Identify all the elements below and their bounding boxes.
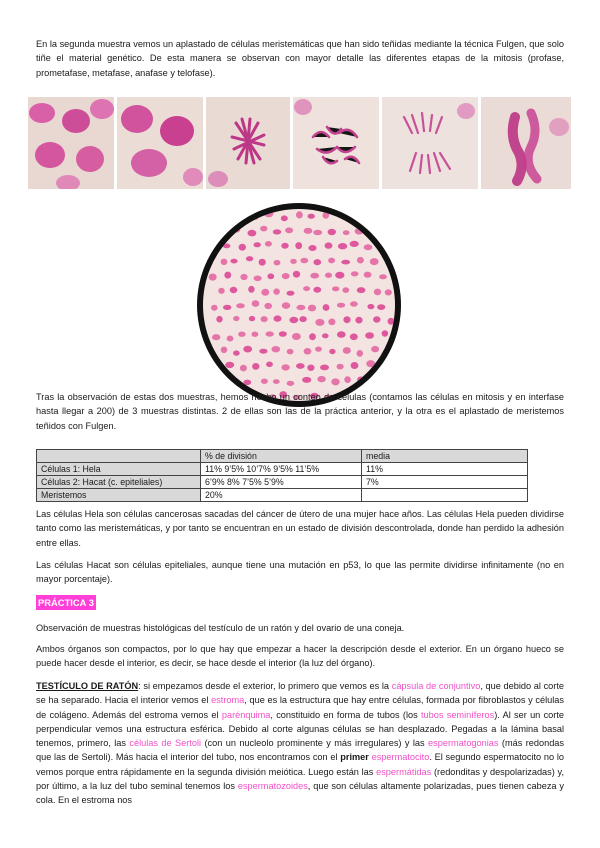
stained-cell (219, 228, 227, 233)
keyword-spermatogonia: espermatogonias (428, 738, 499, 749)
stained-cell (221, 259, 228, 265)
hela-paragraph: Las células Hela son células cancerosas sacadas del cáncer de útero de una mujer hace años. Las células Hela pueden dividirse tanto como las meristemáticas, y por tanto se encuentran en un estado de división descontrolada, donde han perdido la adhesión entre ellas. (36, 509, 564, 548)
stained-cell (364, 244, 373, 250)
keyword-spermatids: espermátidas (376, 766, 432, 777)
microscope-field-circle (196, 202, 402, 408)
stained-cell (328, 229, 336, 235)
keyword-parenchyma: parénquima (221, 709, 271, 720)
stained-cell (341, 260, 350, 265)
stained-cell (249, 316, 255, 321)
stained-cell (315, 319, 324, 326)
testis-paragraph (36, 679, 564, 808)
stained-cell (261, 316, 268, 322)
stained-cell (343, 347, 351, 354)
table-row (37, 463, 528, 476)
stained-cell (300, 258, 308, 264)
table-cell: 7% (362, 476, 528, 489)
stained-cell (310, 273, 319, 279)
stained-cell (308, 214, 315, 219)
stained-cell (363, 211, 371, 217)
stained-cell (385, 226, 392, 233)
table-cell: 20% (201, 489, 362, 502)
stained-cell (240, 365, 247, 372)
stained-cell (365, 332, 374, 339)
stained-cell (308, 245, 316, 251)
stained-cell (224, 272, 231, 279)
stained-cell (240, 274, 247, 280)
stained-cell (218, 288, 224, 294)
stained-cell (259, 259, 266, 266)
stained-cell (357, 350, 364, 357)
stained-cell (296, 305, 305, 310)
keyword-spermatozoa: espermatozoides (237, 781, 308, 792)
stained-cell (331, 378, 339, 385)
stained-cell (382, 330, 389, 336)
practice-intro: Observación de muestras histológicas del testículo de un ratón y del ovario de una coneja. (36, 623, 405, 633)
table-cell: 11% (362, 463, 528, 476)
stained-cell (252, 363, 259, 370)
stained-cell (261, 379, 268, 384)
stained-cell (265, 241, 272, 247)
stained-cell (370, 258, 379, 265)
stained-cell (352, 214, 359, 219)
mitosis-photo-4 (293, 97, 379, 189)
stained-cell (267, 273, 274, 279)
stained-cell (337, 364, 344, 370)
practice-heading: PRÁCTICA 3 (38, 597, 94, 608)
stained-cell (211, 214, 218, 219)
stained-cell (282, 302, 290, 309)
stained-cell (282, 273, 290, 279)
stained-cell (335, 272, 344, 279)
stained-cell (285, 227, 293, 233)
stained-cell (252, 332, 259, 337)
stained-cell (227, 336, 234, 342)
stained-cell (323, 304, 330, 311)
stained-cell (350, 334, 358, 341)
division-table (36, 449, 528, 502)
stained-cell (260, 226, 267, 232)
stained-cell (371, 346, 379, 352)
stained-cell (308, 305, 316, 312)
stained-cell (307, 365, 314, 371)
stained-cell (254, 276, 262, 282)
stained-cell (289, 317, 298, 323)
text-run: (con un nucleolo prominente y más irregulares) y las (201, 738, 429, 749)
stained-cell (364, 272, 372, 278)
stained-cell (274, 260, 281, 266)
stained-cell (381, 212, 389, 218)
keyword-sertoli-cells: células de Sertoli (129, 738, 202, 749)
stained-cell (304, 228, 313, 234)
stained-cell (259, 349, 267, 354)
stained-cell (373, 316, 380, 322)
mitosis-photo-5 (382, 97, 478, 189)
stained-cell (274, 315, 282, 321)
stained-cell (372, 226, 379, 232)
stained-cell (281, 215, 288, 221)
stained-cell (314, 259, 322, 265)
stained-cell (216, 316, 222, 323)
stained-cell (313, 230, 322, 235)
table-header-cell (37, 450, 201, 463)
stained-cell (303, 286, 310, 291)
stained-cell (233, 316, 239, 321)
keyword-capsule: cápsula de conjuntivo (391, 681, 481, 691)
stained-cell (320, 365, 329, 371)
stained-cell (325, 273, 332, 278)
stained-cell (273, 288, 280, 294)
stained-cell (296, 363, 305, 369)
table-cell: Células 2: Hacat (c. epiteliales) (37, 476, 201, 489)
text-run: , constituido en forma de tubos (los (270, 709, 421, 720)
stained-cell (328, 319, 335, 326)
stained-cell (296, 211, 303, 218)
stained-cell (287, 349, 294, 355)
stained-cell (230, 259, 237, 264)
hacat-paragraph: Las células Hacat son células epiteliales, aunque tiene una mutación en p53, lo que las permite dividirse infinitamente (no en mayor porcentaje). (36, 560, 564, 585)
stained-cell (337, 331, 346, 338)
stained-cell (281, 364, 289, 370)
mitosis-photo-3 (206, 97, 290, 189)
count-paragraph: Tras la observación de estas dos muestras, hemos hecho un conteo de células (contamos las células en mitosis y en interfase hasta llegar a 200) de 3 muestras distintas. 2 de ellas son las de la práctica anterior, y la otra es el aplastado de meristemos teñidos con Fulgen. (36, 392, 564, 431)
stained-cell (243, 346, 252, 353)
text-run: : si empezamos desde el exterior, lo primero que vemos es la (138, 681, 392, 691)
stained-cell (273, 229, 281, 234)
table-cell: Células 1: Hela (37, 463, 201, 476)
stained-cell (233, 350, 240, 355)
stained-cell (236, 303, 245, 308)
stained-cell (266, 331, 274, 336)
stained-cell (337, 303, 345, 308)
stained-cell (379, 274, 387, 279)
stained-cell (261, 289, 269, 296)
stained-cell (338, 243, 347, 249)
stained-cell (225, 362, 234, 368)
stained-cell (329, 349, 335, 354)
testis-heading: TESTÍCULO DE RATÓN (36, 681, 139, 691)
stained-cell (342, 287, 349, 293)
table-row (37, 489, 528, 502)
keyword-seminiferous-tubes: tubos seminíferos (420, 709, 495, 720)
stained-cell (295, 242, 302, 249)
stained-cell (252, 300, 260, 307)
stained-cell (248, 286, 254, 293)
stained-cell (315, 347, 322, 352)
stained-cell (351, 271, 359, 276)
organs-paragraph: Ambos órganos son compactos, por lo que hay que empezar a hacer la descripción desde el exterior. En un órgano hueco se puede hacer desde el interior, es decir, se hace desde el interior (la luz del órgano). (36, 644, 564, 669)
stained-cell (272, 346, 281, 352)
table-cell: Meristemos (37, 489, 201, 502)
mitosis-photo-1 (28, 97, 114, 189)
stained-cell (273, 379, 280, 384)
stained-cell (209, 241, 217, 246)
text-run: , que es la estructura que hay entre células, formada por fibroblastos y células de colágeno. Además del estroma vemos el (36, 695, 564, 720)
text-run: (más redondas que las de Sertoli). Más hacia el interior del tubo, nos encontramos con el (36, 738, 565, 763)
bold-primer: primer (340, 752, 369, 763)
stained-cell (216, 381, 225, 386)
table-cell (362, 489, 528, 502)
stained-cell (287, 381, 295, 386)
stained-cell (351, 362, 359, 369)
stained-cell (384, 378, 392, 384)
stained-cell (281, 243, 288, 249)
stained-cell (343, 316, 350, 323)
text-run: . El segundo espermatocito no lo vemos porque entra rápidamente en la segunda división meiótica. Luego están las (36, 752, 564, 777)
stained-cell (332, 286, 339, 291)
stained-cell (328, 258, 335, 264)
stained-cell (355, 317, 362, 324)
table-header-cell: media (362, 450, 528, 463)
stained-cell (317, 376, 325, 382)
mitosis-photo-2 (117, 97, 203, 189)
stained-cell (266, 362, 273, 368)
intro-paragraph: En la segunda muestra vemos un aplastado de células meristemáticas que han sido teñidas mediante la técnica Fulgen, que solo tiñe el material genético. De esta manera se observan con mayor detalle las diferentes etapas de la mitosis (profase, prometafase, metafase, anafase y telofase). (36, 39, 564, 78)
stained-cell (238, 332, 245, 337)
stained-cell (374, 289, 381, 296)
stained-cell (246, 256, 253, 261)
stained-cell (230, 287, 238, 293)
stained-cell (350, 241, 359, 247)
stained-cell (357, 257, 364, 264)
text-run: , que son células altamente polarizadas, pues tienen cabeza y cola. En el estroma nos (36, 781, 564, 806)
stained-cell (239, 244, 246, 251)
stained-cell (385, 289, 392, 295)
stained-cell (223, 305, 231, 310)
stained-cell (357, 287, 366, 293)
text-run: ). Al ser un corte perpendicular vemos una estructura esférica. Debido al corte algunas células se han desplazado. Pegadas a la lámina basal tenemos, primero, las (36, 709, 564, 749)
stained-cell (224, 211, 233, 217)
stained-cell (293, 271, 300, 278)
table-header-row (37, 450, 528, 463)
stained-cell (264, 303, 272, 309)
stained-cell (374, 375, 382, 381)
stained-cell (212, 334, 220, 340)
stained-cell (279, 331, 287, 337)
stained-cell (309, 333, 316, 340)
text-run: (redonditas y despolarizadas) y, por último, a la luz del tubo seminal tenemos los (36, 766, 565, 792)
table-header-cell: % de división (201, 450, 362, 463)
stained-cell (304, 348, 312, 355)
text-run: , que debido al corte se ha separado. Hacia el interior vemos el (36, 681, 565, 706)
stained-cell (325, 242, 333, 248)
keyword-stroma: estroma (211, 695, 245, 706)
table-cell: 11% 9’5% 10’7% 9’5% 11’5% (201, 463, 362, 476)
stained-cell (299, 316, 306, 322)
stained-cell (292, 333, 301, 340)
stained-cell (211, 305, 218, 311)
stained-cell (313, 287, 321, 293)
stained-cell (287, 291, 295, 296)
stained-cell (350, 301, 358, 306)
stained-cell (377, 304, 385, 310)
table-row (37, 476, 528, 489)
stained-cell (248, 230, 257, 237)
table-cell: 6’9% 8% 7’5% 5’9% (201, 476, 362, 489)
mitosis-photo-6 (481, 97, 571, 189)
stained-cell (221, 347, 228, 354)
keyword-spermatocyte: espermatocito (371, 752, 430, 763)
stained-cell (302, 377, 311, 383)
stained-cell (322, 333, 329, 338)
stained-cell (209, 274, 217, 281)
stained-cell (367, 304, 374, 309)
stained-cell (254, 242, 261, 247)
stained-cell (290, 259, 297, 264)
stained-cell (344, 376, 351, 383)
mitosis-photo-strip (28, 97, 571, 189)
stained-cell (343, 230, 350, 235)
